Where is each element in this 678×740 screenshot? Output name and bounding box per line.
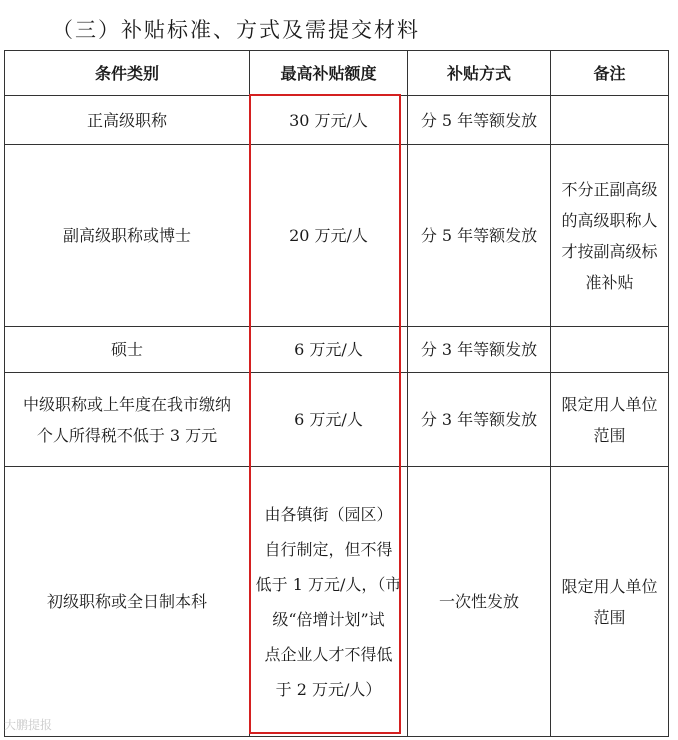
cell-category: 硕士	[5, 327, 250, 373]
cell-amount: 由各镇街（园区） 自行制定，但不得 低于 1 万元/人，（市 级“倍增计划”试 点企业人才不得低 于 2 万元/人）	[250, 467, 408, 737]
cell-category: 正高级职称	[5, 96, 250, 145]
cell-amount: 30 万元/人	[250, 96, 408, 145]
cell-note	[551, 96, 669, 145]
table-row-junior	[5, 467, 669, 737]
table-row-intermediate	[5, 373, 669, 467]
cell-amount: 6 万元/人	[250, 327, 408, 373]
cell-amount: 20 万元/人	[250, 145, 408, 327]
header-method: 补贴方式	[408, 51, 551, 96]
cell-method: 分 5 年等额发放	[408, 96, 551, 145]
table-row-associate-title	[5, 145, 669, 327]
table-row-senior-title	[5, 96, 669, 145]
cell-note: 限定用人单位 范围	[551, 373, 669, 467]
header-note: 备注	[551, 51, 669, 96]
cell-category: 初级职称或全日制本科	[5, 467, 250, 737]
cell-category: 中级职称或上年度在我市缴纳 个人所得税不低于 3 万元	[5, 373, 250, 467]
cell-amount: 6 万元/人	[250, 373, 408, 467]
header-amount: 最高补贴额度	[250, 51, 408, 96]
watermark: 大鹏提报	[4, 718, 53, 732]
cell-method: 分 5 年等额发放	[408, 145, 551, 327]
table-row-master	[5, 327, 669, 373]
cell-note	[551, 327, 669, 373]
cell-method: 一次性发放	[408, 467, 551, 737]
cell-category: 副高级职称或博士	[5, 145, 250, 327]
cell-note: 不分正副高级 的高级职称人 才按副高级标 准补贴	[551, 145, 669, 327]
header-category: 条件类别	[5, 51, 250, 96]
section-heading: （三）补贴标准、方式及需提交材料	[52, 18, 420, 42]
cell-note: 限定用人单位 范围	[551, 467, 669, 737]
cell-method: 分 3 年等额发放	[408, 373, 551, 467]
subsidy-table	[4, 50, 669, 737]
cell-method: 分 3 年等额发放	[408, 327, 551, 373]
table-header-row	[5, 51, 669, 96]
